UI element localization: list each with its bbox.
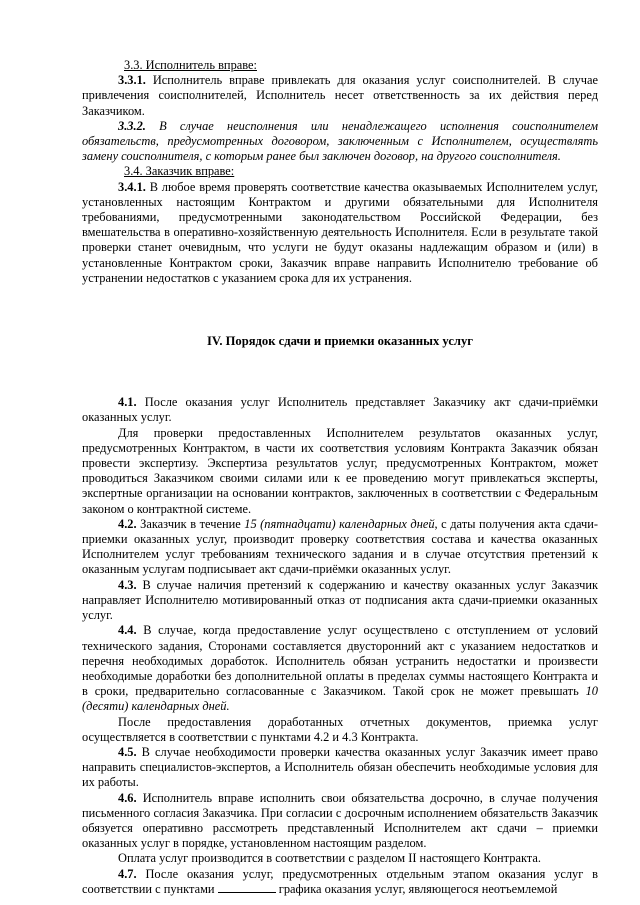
clause-3-3-2: [82, 119, 598, 165]
clause-text: В случае неисполнения или ненадлежащего исполнения соисполнителем обязательств, предусмотренных договором, заключенным с Исполнителем, осуществлять замену соисполнителя, с которым ранее был заключен договор, на другого соисполнителя.: [82, 118, 598, 164]
clause-4-4-acceptance: После предоставления доработанных отчетных документов, приемка услуг осуществляется в соответствии с пунктами 4.2 и 4.3 Контракта.: [82, 714, 598, 744]
clause-text: В любое время проверять соответствие качества оказываемых Исполнителем услуг, установленных настоящим Контрактом и другими обязательными для Исполнителя требованиями, предусмотренными законодательством Российской Федерации, без вмешательства в оперативно-хозяйственную деятельность Исполнителя. Если в результате такой проверки станет очевидным, что услуги не будут оказаны надлежащим образом и (или) в установленные Контрактом сроки, Заказчик вправе направить Исполнителю требование об устранении недостатков с указанием срока для их устранения.: [82, 179, 598, 285]
clause-4-7: [82, 867, 598, 897]
clause-number: 4.6.: [118, 790, 137, 805]
blank-fill-line: [218, 882, 276, 893]
clause-italic-term: 15 (пятнадцати) календарных дней: [244, 516, 435, 531]
clause-number: 3.3.1.: [118, 73, 146, 88]
clause-4-1: [82, 395, 598, 425]
clause-text: Исполнитель вправе привлекать для оказания услуг соисполнителей. В случае привлечения соисполнителей, Исполнитель несет ответственность за их действия перед Заказчиком.: [82, 73, 598, 118]
clause-text: графика оказания услуг, являющегося неотъемлемой: [275, 881, 558, 896]
clause-4-5: [82, 745, 598, 791]
clause-number: 3.3.2.: [118, 118, 146, 133]
clause-text: В случае наличия претензий к содержанию и качеству оказанных услуг Заказчик направляет Исполнителю мотивированный отказ от подписания акта сдачи-приемки оказанных услуг.: [82, 577, 598, 623]
clause-4-4: [82, 623, 598, 714]
section-4-title: IV. Порядок сдачи и приемки оказанных услуг: [206, 334, 474, 349]
clause-number: 4.1.: [118, 395, 137, 410]
clause-text: Заказчик в течение: [136, 516, 245, 531]
clause-3-4-1: [82, 180, 598, 286]
clause-text: В случае, когда предоставление услуг осуществлено с отступлением от условий технического задания, Сторонами составляется двусторонний акт с указанием недостатков и перечня необходимых доработок. Исполнитель обязан устранить недостатки и произвести необходимые доработки без дополнительной оплаты в пределах суммы настоящего Контракта и в сроки, предварительно согласованные с Заказчиком. Такой срок не может превышать: [82, 623, 598, 699]
clause-number: 3.4.1.: [118, 179, 146, 194]
clause-text: После оказания услуг, предусмотренных отдельным этапом оказания услуг в соответствии с пунктами: [82, 866, 598, 896]
clause-4-1-expertise: Для проверки предоставленных Исполнителем результатов оказанных услуг, предусмотренных Контрактом, в части их соответствия условиям Контракта Заказчик обязан провести экспертизу. Экспертиза результатов услуг, предусмотренных Контрактом, может проводиться Заказчиком своими силами или к ее проведению могут привлекаться эксперты, экспертные организации на основании контрактов, заключенных в соответствии с Федеральным законом о контрактной системе.: [82, 425, 598, 516]
heading-3-4: [82, 164, 598, 179]
heading-3-3-text: 3.3. Исполнитель вправе:: [124, 58, 257, 72]
heading-3-4-text: 3.4. Заказчик вправе:: [124, 164, 235, 179]
clause-number: 4.4.: [118, 623, 137, 638]
heading-3-3: [82, 58, 598, 73]
clause-number: 4.3.: [118, 577, 137, 592]
clause-4-6: [82, 791, 598, 852]
clause-number: 4.2.: [118, 516, 137, 531]
clause-text: Исполнитель вправе исполнить свои обязательства досрочно, в случае получения письменного согласия Заказчика. При согласии с досрочным исполнением обязательств Заказчик обязуется оперативно рассмотреть представленный Исполнителем акт сдачи – приемки оказанных услуг в порядке, установленном настоящим разделом.: [82, 790, 598, 851]
clause-text: , с даты получения акта сдачи-приемки оказанных услуг, производит проверку соответствия состава и качества оказанных Исполнителем услуг требованиям технического задания и в случае отсутствия претензий к оказанным услугам подписывает акт сдачи-приёмки оказанных услуг.: [82, 516, 598, 577]
clause-number: 4.5.: [118, 744, 137, 759]
clause-4-2: [82, 517, 598, 578]
clause-4-3: [82, 578, 598, 624]
clause-italic-term: 10 (десяти) календарных дней.: [82, 684, 598, 714]
clause-4-6-payment: Оплата услуг производится в соответствии с разделом II настоящего Контракта.: [118, 851, 541, 866]
clause-3-3-1: [82, 73, 598, 119]
clause-text: После оказания услуг Исполнитель представляет Заказчику акт сдачи-приёмки оказанных услуг.: [82, 395, 598, 425]
clause-text: В случае необходимости проверки качества оказанных услуг Заказчик имеет право направить специалистов-экспертов, а Исполнитель обязан обеспечить необходимые условия для их работы.: [82, 744, 598, 790]
clause-number: 4.7.: [118, 866, 137, 881]
